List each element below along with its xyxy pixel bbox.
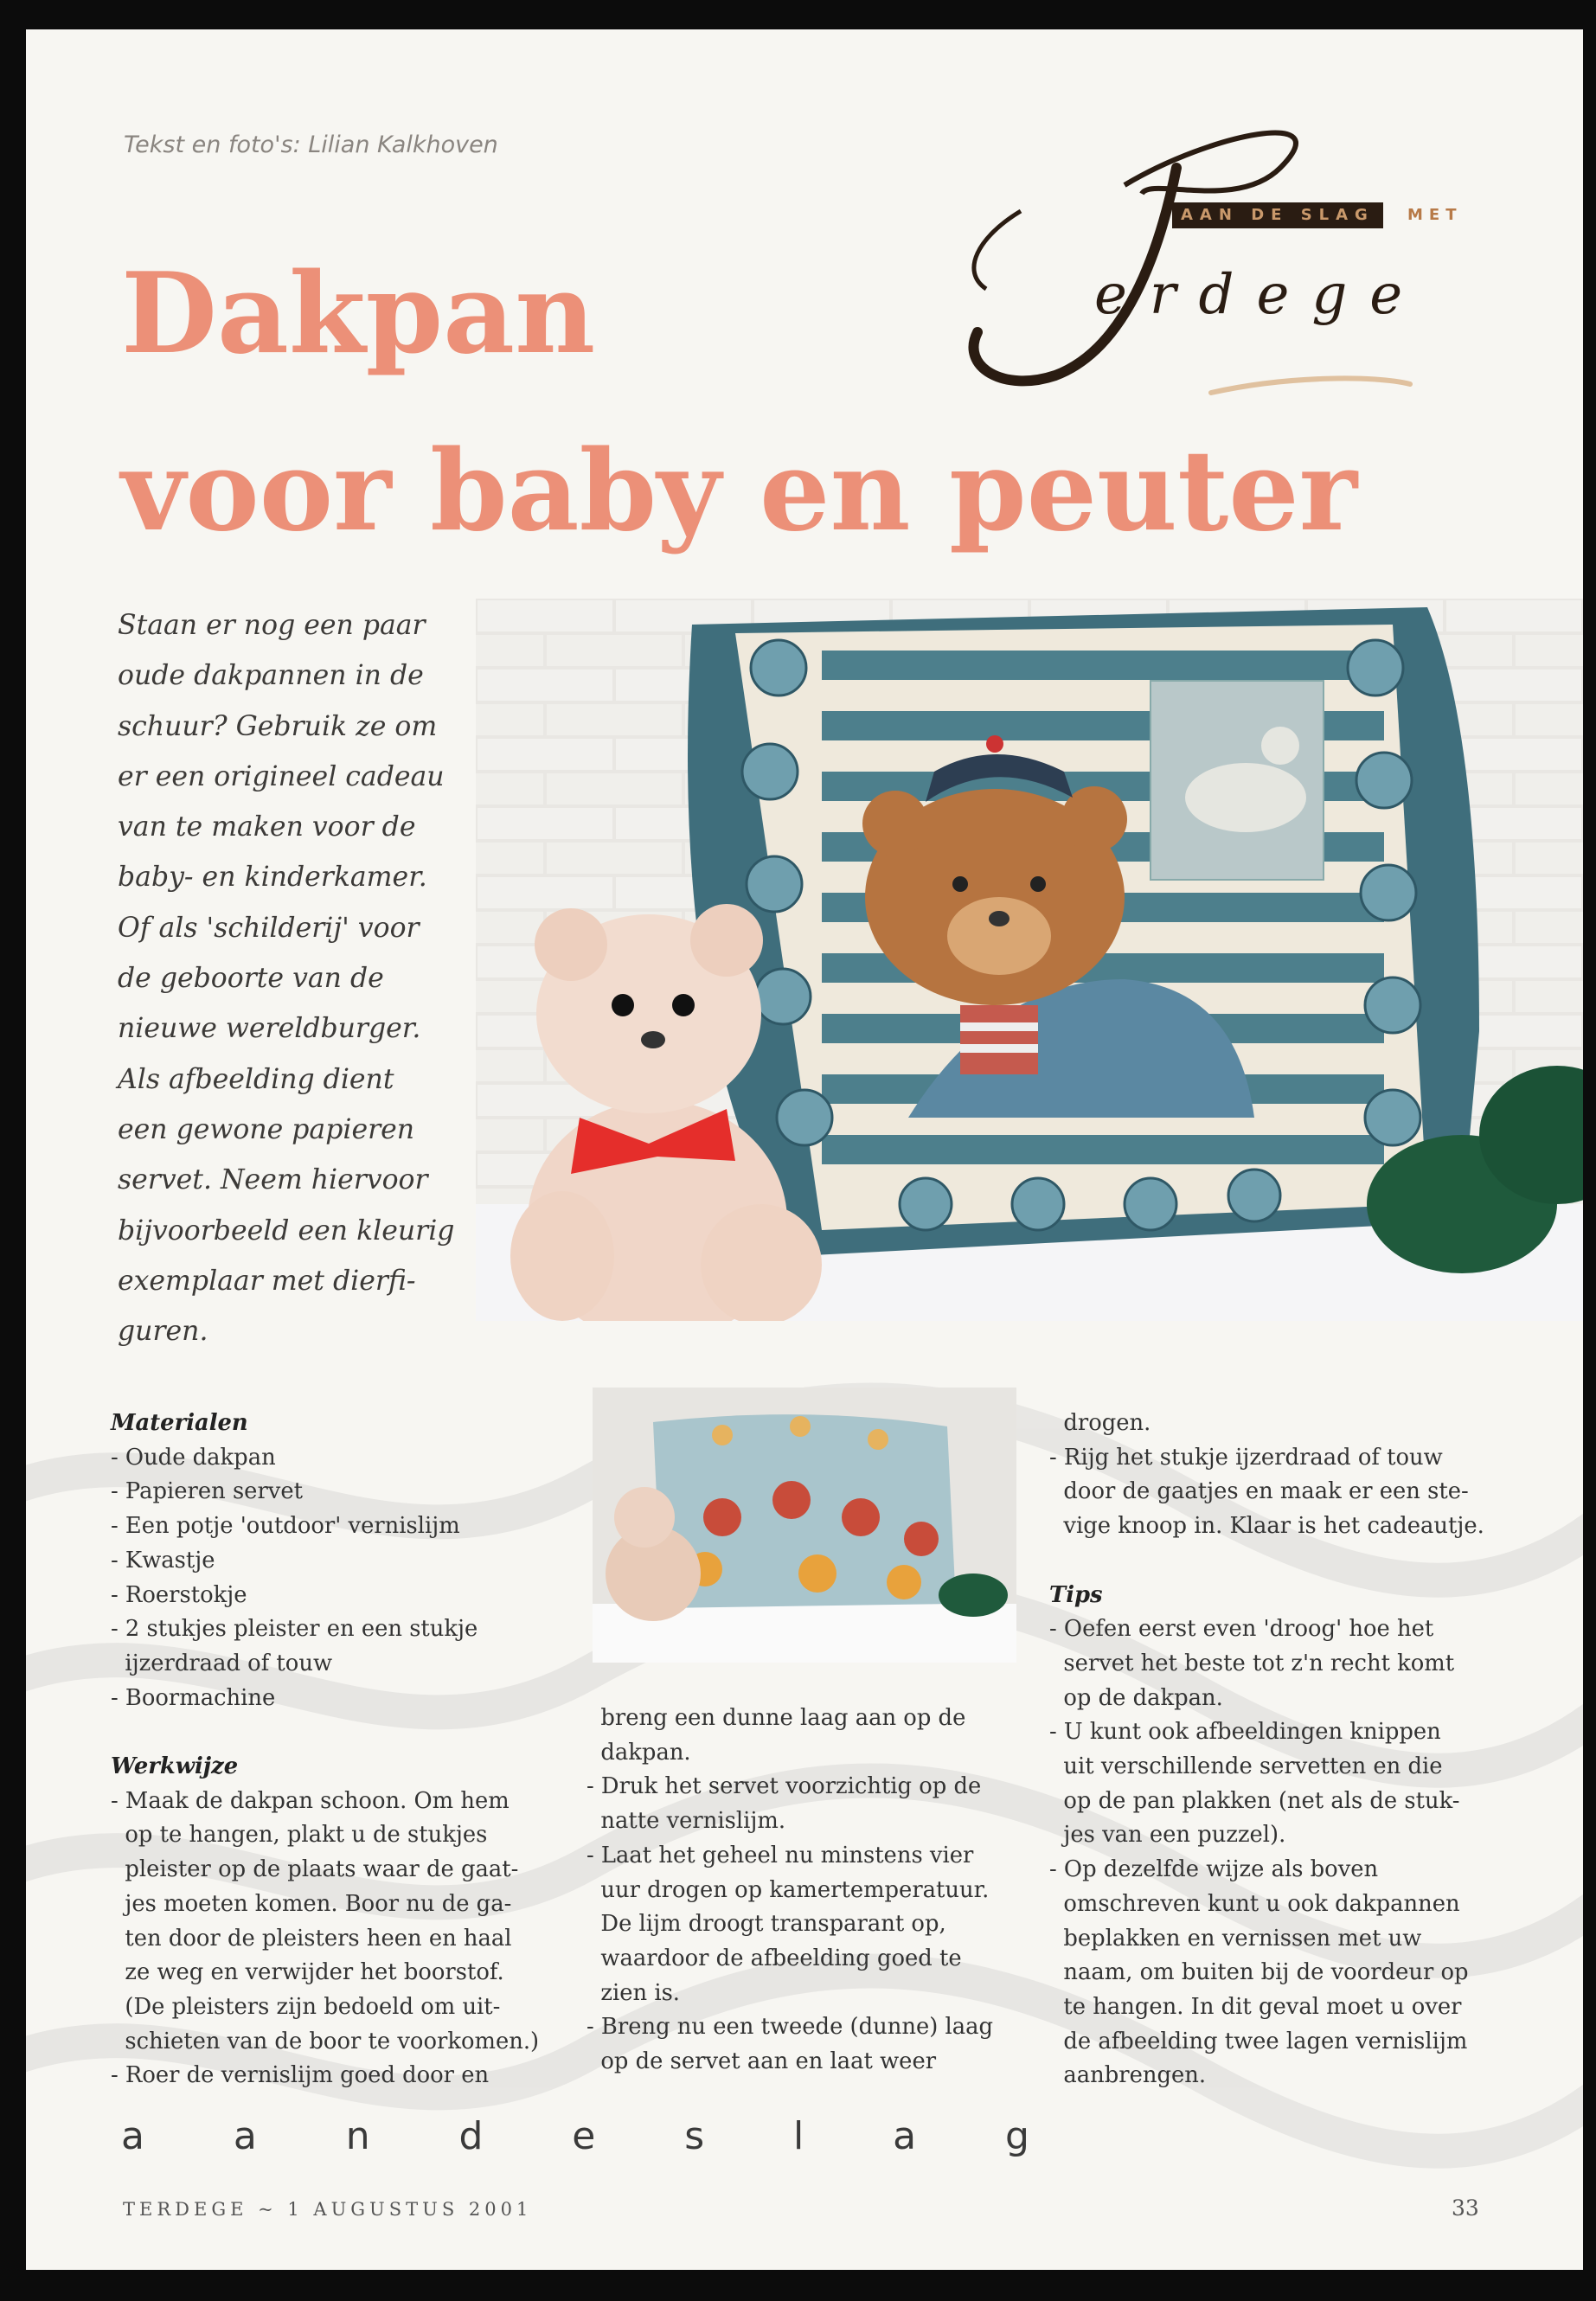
author-credit: Tekst en foto's: Lilian Kalkhoven xyxy=(124,131,498,158)
main-photo-painted-rooftile xyxy=(476,599,1583,1321)
intro-line: nieuwe wereldburger. xyxy=(118,1013,421,1045)
intro-line: oude dakpannen in de xyxy=(118,660,424,692)
column-line: ze weg en verwijder het boorstof. xyxy=(111,1959,504,1986)
column-line: uur drogen op kamertemperatuur. xyxy=(586,1876,990,1903)
column-line: - Rijg het stukje ijzerdraad of touw xyxy=(1049,1444,1443,1471)
column-line: - Laat het geheel nu minstens vier xyxy=(586,1842,974,1868)
intro-line: baby- en kinderkamer. xyxy=(118,862,427,894)
column-line: - Roer de vernislijm goed door en xyxy=(111,2062,490,2089)
column-line: op de pan plakken (net als de stuk- xyxy=(1049,1787,1460,1814)
intro-line: Of als 'schilderij' voor xyxy=(118,912,420,944)
intro-line: Staan er nog een paar xyxy=(118,610,426,641)
small-photo-second-rooftile xyxy=(593,1388,1016,1663)
column-line: uit verschillende servetten en die xyxy=(1049,1753,1443,1780)
spaced-letter: e xyxy=(572,2114,596,2158)
intro-text xyxy=(118,600,490,1356)
spaced-letter: a xyxy=(121,2114,144,2158)
logo-badge: AAN DE SLAG xyxy=(1172,202,1383,228)
column-line: aanbrengen. xyxy=(1049,2062,1207,2089)
logo-wordmark: erdege xyxy=(1094,263,1426,327)
column-line: breng een dunne laag aan op de xyxy=(586,1705,966,1731)
intro-line: een gewone papieren xyxy=(118,1113,415,1145)
column-line: op de servet aan en laat weer xyxy=(586,2048,937,2075)
column-line: ten door de pleisters heen en haal xyxy=(111,1925,512,1952)
headline-line-2: voor baby en peuter xyxy=(121,426,1358,556)
column-line: - Roerstokje xyxy=(111,1581,247,1608)
column-line: (De pleisters zijn bedoeld om uit- xyxy=(111,1993,501,2020)
column-line: de afbeelding twee lagen vernislijm xyxy=(1049,2028,1468,2054)
text-column-3 xyxy=(1049,1407,1508,2093)
column-line: - Druk het servet voorzichtig op de xyxy=(586,1773,982,1800)
logo-met-label: MET xyxy=(1407,206,1463,224)
column-line: op te hangen, plakt u de stukjes xyxy=(111,1822,488,1849)
column-line xyxy=(111,1715,569,1750)
column-line: waardoor de afbeelding goed te xyxy=(586,1945,962,1971)
intro-line: van te maken voor de xyxy=(118,811,416,843)
column-line: schieten van de boor te voorkomen.) xyxy=(111,2028,540,2054)
spaced-letter: d xyxy=(458,2114,484,2158)
spaced-letter: l xyxy=(793,2114,804,2158)
column-line: - Kwastje xyxy=(111,1547,215,1574)
column-line: beplakken en vernissen met uw xyxy=(1049,1925,1422,1952)
column-line: - Oefen eerst even 'droog' hoe het xyxy=(1049,1616,1434,1643)
column-line: naam, om buiten bij de voordeur op xyxy=(1049,1959,1469,1986)
column-line: ijzerdraad of touw xyxy=(111,1650,333,1676)
column-line: - Maak de dakpan schoon. Om hem xyxy=(111,1787,510,1814)
column-line: De lijm droogt transparant op, xyxy=(586,1911,946,1938)
intro-line: guren. xyxy=(118,1316,208,1348)
column-line: omschreven kunt u ook dakpannen xyxy=(1049,1890,1460,1917)
column-line: vige knoop in. Klaar is het cadeautje. xyxy=(1049,1513,1484,1540)
intro-line: bijvoorbeeld een kleurig xyxy=(118,1215,455,1247)
column-line xyxy=(1049,1544,1508,1579)
intro-line: er een origineel cadeau xyxy=(118,760,445,792)
column-line: - Breng nu een tweede (dunne) laag xyxy=(586,2014,994,2041)
spaced-letter: g xyxy=(1004,2114,1029,2158)
column-line: jes moeten komen. Boor nu de ga- xyxy=(111,1890,512,1917)
column-line: jes van een puzzel). xyxy=(1049,1822,1286,1849)
column-line: dakpan. xyxy=(586,1739,691,1766)
column-line: - Op dezelfde wijze als boven xyxy=(1049,1856,1379,1883)
text-column-2 xyxy=(586,1702,1045,2080)
section-label-spaced xyxy=(121,2114,1029,2166)
column-line: - Een potje 'outdoor' vernislijm xyxy=(111,1513,460,1540)
spaced-letter: a xyxy=(893,2114,917,2158)
intro-line: servet. Neem hiervoor xyxy=(118,1164,428,1196)
column-line: - 2 stukjes pleister en een stukje xyxy=(111,1616,478,1643)
column-line: zien is. xyxy=(586,1979,681,2006)
intro-line: de geboorte van de xyxy=(118,963,384,995)
spaced-letter: n xyxy=(345,2114,370,2158)
column-line: - Papieren servet xyxy=(111,1478,303,1505)
magazine-page xyxy=(26,29,1583,2270)
footer-magazine-date: TERDEGE ~ 1 AUGUSTUS 2001 xyxy=(123,2199,533,2220)
column-line: servet het beste tot z'n recht komt xyxy=(1049,1650,1455,1676)
column-heading: Werkwijze xyxy=(111,1753,239,1780)
page-number: 33 xyxy=(1452,2195,1479,2221)
column-line: te hangen. In dit geval moet u over xyxy=(1049,1993,1462,2020)
column-line: - Boormachine xyxy=(111,1684,276,1711)
column-line: - U kunt ook afbeeldingen knippen xyxy=(1049,1719,1441,1746)
spaced-letter: s xyxy=(684,2114,705,2158)
text-column-1 xyxy=(111,1407,569,2093)
intro-line: schuur? Gebruik ze om xyxy=(118,710,438,742)
column-line: - Oude dakpan xyxy=(111,1444,276,1471)
column-line: op de dakpan. xyxy=(1049,1684,1223,1711)
column-line: door de gaatjes en maak er een ste- xyxy=(1049,1478,1469,1505)
headline-line-1: Dakpan xyxy=(121,249,596,379)
column-heading: Materialen xyxy=(111,1410,248,1436)
spaced-letter: a xyxy=(233,2114,257,2158)
intro-line: Als afbeelding dient xyxy=(118,1063,394,1095)
column-line: pleister op de plaats waar de gaat- xyxy=(111,1856,519,1883)
column-line: drogen. xyxy=(1049,1410,1151,1436)
column-line: natte vernislijm. xyxy=(586,1808,786,1835)
intro-line: exemplaar met dierfi- xyxy=(118,1265,416,1297)
column-heading: Tips xyxy=(1049,1581,1103,1608)
